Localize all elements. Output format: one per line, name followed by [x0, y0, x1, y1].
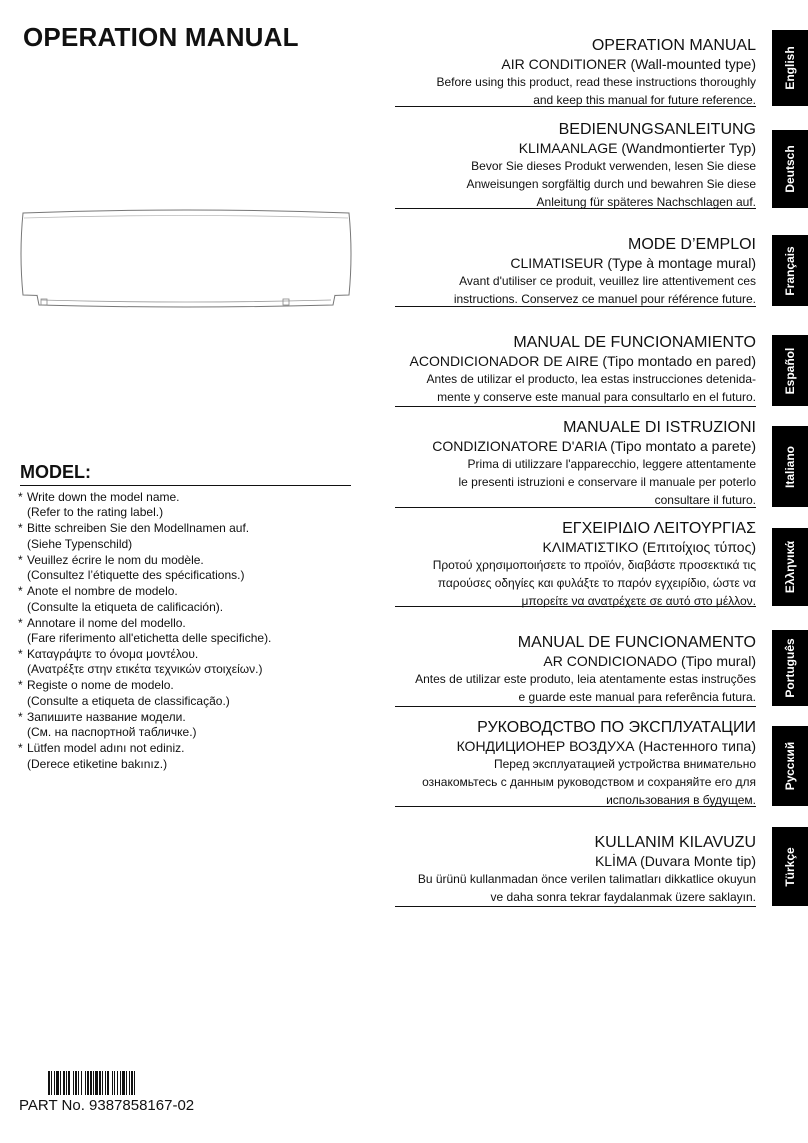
barcode-bar: [85, 1071, 86, 1095]
model-heading: MODEL:: [20, 462, 91, 482]
language-tab-label: Italiano: [783, 445, 797, 488]
barcode-bar: [68, 1071, 70, 1095]
product-subtitle: ACONDICIONADOR DE AIRE (Tipo montado en pared): [409, 353, 756, 369]
language-tab[interactable]: [772, 528, 808, 606]
language-tab[interactable]: [772, 827, 808, 906]
barcode-bar: [114, 1071, 115, 1095]
barcode-bar: [78, 1071, 79, 1095]
language-section: [392, 235, 756, 308]
barcode-bar: [93, 1071, 94, 1095]
barcode-bar: [122, 1071, 125, 1095]
model-instruction-note: (Ανατρέξτε στην ετικέτα τεχνικών στοιχείων.): [27, 662, 263, 677]
language-tab[interactable]: [772, 726, 808, 806]
bullet-asterisk: *: [18, 615, 23, 630]
barcode-bar: [51, 1071, 52, 1095]
language-tab[interactable]: [772, 235, 808, 306]
manual-title: OPERATION MANUAL: [591, 37, 756, 54]
product-subtitle: CONDIZIONATORE D'ARIA (Tipo montato a parete): [432, 438, 756, 454]
manual-title: MANUAL DE FUNCIONAMIENTO: [513, 334, 756, 351]
language-tab-label: English: [783, 46, 797, 90]
model-instruction-note: (Consulte a etiqueta de classificação.): [27, 693, 230, 708]
language-tab-label: Português: [783, 638, 797, 698]
language-tab[interactable]: [772, 335, 808, 406]
barcode-bar: [129, 1071, 130, 1095]
barcode-bar: [99, 1071, 101, 1095]
model-instruction-item: [18, 741, 358, 772]
barcode-bar: [112, 1071, 113, 1095]
model-instruction-text: Lütfen model adını not ediniz.: [27, 741, 185, 756]
model-instruction-text: Registe o nome de modelo.: [27, 678, 174, 693]
barcode-bar: [120, 1071, 121, 1095]
language-section: [392, 120, 756, 211]
language-section: [392, 718, 756, 809]
barcode-bar: [131, 1071, 133, 1095]
instruction-line: Anweisungen sorgfältig durch und bewahren Sie diese: [466, 177, 756, 191]
instruction-line: μπορείτε να ανατρέχετε σε αυτό στο μέλλον.: [521, 594, 756, 608]
model-instruction-item: [18, 616, 358, 647]
instruction-line: Antes de utilizar este produto, leia atentamente estas instruções: [415, 672, 756, 686]
manual-title: РУКОВОДСТВО ПО ЭКСПЛУАТАЦИИ: [477, 719, 756, 736]
barcode-bar: [134, 1071, 135, 1095]
language-tab-label: Deutsch: [783, 145, 797, 193]
bullet-asterisk: *: [18, 647, 23, 662]
instruction-line: Bu ürünü kullanmadan önce verilen talimatları dikkatlice okuyun: [417, 872, 756, 886]
barcode-bar: [90, 1071, 92, 1095]
barcode-bar: [105, 1071, 106, 1095]
instruction-line: Before using this product, read these instructions thoroughly: [436, 75, 756, 89]
instruction-line: Προτού χρησιμοποιήσετε το προϊόν, διαβάστε προσεκτικά τις: [432, 558, 756, 572]
product-subtitle: KLIMAANLAGE (Wandmontierter Typ): [518, 140, 756, 156]
manual-title: KULLANIM KILAVUZU: [594, 834, 756, 851]
barcode-bar: [56, 1071, 59, 1095]
model-instructions-list: [18, 490, 358, 773]
model-instruction-text: Καταγράψτε το όνομα μοντέλου.: [27, 647, 199, 662]
bullet-asterisk: *: [18, 490, 23, 504]
model-instruction-text: Bitte schreiben Sie den Modellnamen auf.: [27, 521, 250, 536]
product-subtitle: ΚΛΙΜΑΤΙΣΤΙΚΟ (Επιτοίχιος τύπος): [542, 539, 756, 555]
model-instruction-note: (Consulte la etiqueta de calificación).: [27, 599, 224, 614]
language-section: [392, 333, 756, 406]
model-instruction-item: [18, 521, 358, 552]
language-tab-label: Ελληνικά: [783, 540, 797, 594]
model-instruction-item: [18, 490, 358, 521]
barcode-bar: [75, 1071, 77, 1095]
language-tab[interactable]: [772, 130, 808, 208]
part-number: PART No. 9387858167-02: [19, 1097, 195, 1114]
instruction-line: ve daha sonra tekrar faydalanmak üzere saklayın.: [490, 890, 756, 904]
language-section: [392, 833, 756, 906]
language-tab[interactable]: [772, 426, 808, 507]
section-divider: [395, 806, 756, 807]
instruction-line: Antes de utilizar el producto, lea estas instrucciones detenida-: [426, 372, 756, 386]
manual-title: MODE D’EMPLOI: [627, 236, 756, 253]
model-instruction-note: (Consultez l’étiquette des spécifications.): [27, 568, 245, 583]
bullet-asterisk: *: [18, 584, 23, 599]
language-tab-label: Türkçe: [783, 846, 797, 887]
instruction-line: использования в будущем.: [606, 793, 756, 807]
barcode-bar: [48, 1071, 50, 1095]
product-subtitle: AR CONDICIONADO (Tipo mural): [543, 653, 756, 669]
model-instruction-text: Write down the model name.: [27, 490, 180, 504]
instruction-line: le presenti istruzioni e conservare il manuale per poterlo: [458, 475, 756, 489]
product-subtitle: КОНДИЦИОНЕР ВОЗДУХА (Настенного типа): [456, 738, 756, 754]
instruction-line: consultare il futuro.: [654, 493, 756, 507]
instruction-line: Avant d'utiliser ce produit, veuillez lire attentivement ces: [459, 274, 756, 288]
barcode-bar: [102, 1071, 103, 1095]
instruction-line: and keep this manual for future reference.: [533, 93, 756, 107]
section-divider: [395, 208, 756, 209]
bullet-asterisk: *: [18, 741, 23, 756]
model-instruction-note: (См. на паспортной табличке.): [27, 725, 197, 740]
section-divider: [395, 906, 756, 907]
section-divider: [395, 106, 756, 107]
product-subtitle: AIR CONDITIONER (Wall-mounted type): [501, 56, 756, 72]
model-instruction-note: (Fare riferimento all'etichetta delle specifiche).: [27, 631, 272, 646]
instruction-line: Bevor Sie dieses Produkt verwenden, lesen Sie diese: [471, 159, 756, 173]
barcode-bar: [117, 1071, 118, 1095]
barcode-bar: [60, 1071, 61, 1095]
bullet-asterisk: *: [18, 709, 23, 724]
instruction-line: Перед эксплуатацией устройства внимательно: [493, 757, 756, 771]
bullet-asterisk: *: [18, 678, 23, 693]
model-instruction-text: Запишите название модели.: [27, 709, 186, 724]
language-section: [392, 633, 756, 706]
instruction-line: instructions. Conservez ce manuel pour référence future.: [453, 292, 756, 306]
barcode-bar: [95, 1071, 98, 1095]
model-instruction-note: (Derece etiketine bakınız.): [27, 756, 168, 771]
instruction-line: ознакомьтесь с данным руководством и сохраняйте его для: [422, 775, 756, 789]
model-instruction-note: (Refer to the rating label.): [27, 505, 164, 520]
air-conditioner-illustration: [17, 209, 355, 313]
product-subtitle: KLİMA (Duvara Monte tip): [594, 853, 756, 869]
model-instruction-text: Anote el nombre de modelo.: [27, 584, 178, 599]
language-section: [392, 519, 756, 610]
barcode-bar: [73, 1071, 74, 1095]
section-divider: [395, 706, 756, 707]
barcode-bar: [87, 1071, 89, 1095]
model-underline: [20, 485, 351, 486]
language-section: [392, 418, 756, 509]
bullet-asterisk: *: [18, 552, 23, 567]
model-instruction-text: Veuillez écrire le nom du modèle.: [27, 552, 204, 567]
barcode-bar: [63, 1071, 65, 1095]
model-instruction-item: [18, 584, 358, 615]
language-tab-label: Français: [783, 245, 797, 296]
model-instruction-item: [18, 678, 358, 709]
manual-title: BEDIENUNGSANLEITUNG: [558, 121, 756, 138]
model-instruction-note: (Siehe Typenschild): [27, 536, 133, 551]
language-tab[interactable]: [772, 30, 808, 106]
barcode: [48, 1071, 170, 1095]
language-section: [392, 36, 756, 109]
instruction-line: Anleitung für späteres Nachschlagen auf.: [536, 195, 756, 209]
instruction-line: e guarde este manual para referência futura.: [518, 690, 756, 704]
language-tab-label: Русский: [783, 741, 797, 791]
section-divider: [395, 606, 756, 607]
section-divider: [395, 406, 756, 407]
barcode-bar: [81, 1071, 82, 1095]
manual-title: MANUALE DI ISTRUZIONI: [563, 419, 756, 436]
barcode-bar: [66, 1071, 67, 1095]
section-divider: [395, 306, 756, 307]
language-tab[interactable]: [772, 630, 808, 706]
manual-title: ΕΓΧΕΙΡΙΔΙΟ ΛΕΙΤΟΥΡΓΙΑΣ: [562, 520, 756, 537]
model-instruction-text: Annotare il nome del modello.: [27, 615, 186, 630]
bullet-asterisk: *: [18, 521, 23, 536]
instruction-line: Prima di utilizzare l'apparecchio, leggere attentamente: [467, 457, 756, 471]
model-instruction-item: [18, 710, 358, 741]
barcode-bar: [54, 1071, 55, 1095]
page-title: OPERATION MANUAL: [23, 22, 299, 52]
barcode-bar: [126, 1071, 127, 1095]
instruction-line: mente y conserve este manual para consultarlo en el futuro.: [437, 390, 756, 404]
barcode-bar: [107, 1071, 109, 1095]
language-tab-label: Español: [783, 347, 797, 394]
product-subtitle: CLIMATISEUR (Type à montage mural): [510, 255, 756, 271]
instruction-line: παρούσες οδηγίες και φυλάξτε το παρόν εγχειρίδιο, ώστε να: [437, 576, 756, 590]
model-instruction-item: [18, 647, 358, 678]
section-divider: [395, 507, 756, 508]
model-instruction-item: [18, 553, 358, 584]
manual-title: MANUAL DE FUNCIONAMENTO: [517, 634, 756, 651]
